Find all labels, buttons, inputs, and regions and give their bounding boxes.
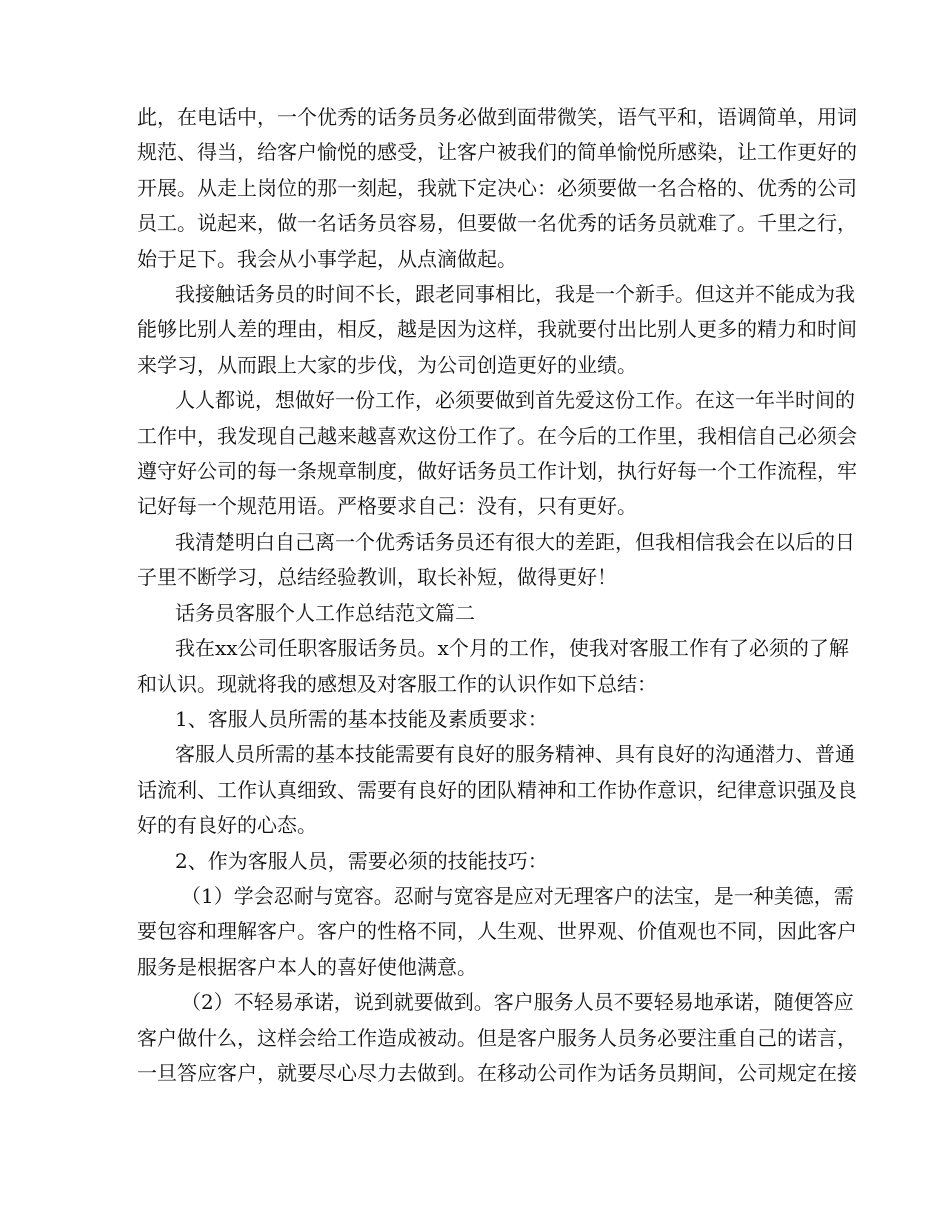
text-line: 此，在电话中，一个优秀的话务员务必做到面带微笑，语气平和，语调简单，用词	[137, 105, 857, 129]
paragraph	[137, 525, 855, 596]
text-line: 我接触话务员的时间不长，跟老同事相比，我是一个新手。但这并不能成为我	[175, 282, 855, 307]
text-line: 和认识。现就将我的感想及对客服工作的认识作如下总结：	[137, 671, 657, 696]
text-line: 子里不断学习，总结经验教训，取长补短，做得更好！	[137, 565, 617, 590]
text-line: 记好每一个规范用语。严格要求自己：没有，只有更好。	[137, 494, 637, 519]
text-line: 2、作为客服人员，需要必须的技能技巧：	[175, 848, 548, 873]
text-line: 规范、得当，给客户愉悦的感受，让客户被我们的简单愉悦所感染，让工作更好的	[137, 140, 857, 165]
text-line: 我清楚明白自己离一个优秀话务员还有很大的差距，但我相信我会在以后的日	[175, 529, 855, 554]
text-line: 客服人员所需的基本技能需要有良好的服务精神、具有良好的沟通潜力、普通	[175, 742, 855, 767]
document-body	[137, 100, 857, 1091]
paragraph	[137, 383, 857, 525]
text-line: 话流利、工作认真细致、需要有良好的团队精神和工作协作意识，纪律意识强及良	[137, 777, 857, 802]
paragraph	[137, 596, 817, 631]
text-line: 一旦答应客户，就要尽心尽力去做到。在移动公司作为话务员期间，公司规定在接	[137, 1060, 857, 1085]
text-line: 能够比别人差的理由，相反，越是因为这样，我就要付出比别人更多的精力和时间	[137, 317, 857, 342]
text-line: （2）不轻易承诺，说到就要做到。客户服务人员不要轻易地承诺，随便答应	[181, 990, 854, 1015]
paragraph	[137, 631, 849, 702]
text-line: 工作中，我发现自己越来越喜欢这份工作了。在今后的工作里，我相信自己必须会	[137, 423, 857, 448]
paragraph	[137, 844, 817, 879]
paragraph	[137, 737, 857, 843]
text-line: 要包容和理解客户。客户的性格不同，人生观、世界观、价值观也不同，因此客户	[137, 919, 857, 944]
text-line: （1）学会忍耐与宽容。忍耐与宽容是应对无理客户的法宝，是一种美德，需	[181, 883, 854, 908]
text-line: 始于足下。我会从小事学起，从点滴做起。	[137, 246, 517, 271]
text-line: 开展。从走上岗位的那一刻起，我就下定决心：必须要做一名合格的、优秀的公司	[137, 175, 857, 200]
text-line: 遵守好公司的每一条规章制度，做好话务员工作计划，执行好每一个工作流程，牢	[137, 459, 857, 484]
text-line: 话务员客服个人工作总结范文篇二	[175, 600, 475, 625]
text-line: 1、客服人员所需的基本技能及素质要求：	[175, 706, 548, 731]
text-line: 来学习，从而跟上大家的步伐，为公司创造更好的业绩。	[137, 352, 637, 377]
paragraph	[137, 879, 857, 985]
paragraph	[137, 100, 857, 277]
paragraph	[137, 985, 857, 1091]
paragraph	[137, 277, 857, 383]
text-line: 员工。说起来，做一名话务员容易，但要做一名优秀的话务员就难了。千里之行，	[137, 211, 857, 236]
text-line: 我在xx公司任职客服话务员。x个月的工作，使我对客服工作有了必须的了解	[175, 636, 849, 661]
paragraph	[137, 702, 817, 737]
text-line: 服务是根据客户本人的喜好使他满意。	[137, 954, 477, 979]
text-line: 客户做什么，这样会给工作造成被动。但是客户服务人员务必要注重自己的诺言，	[137, 1025, 857, 1050]
text-line: 好的有良好的心态。	[137, 813, 317, 838]
text-line: 人人都说，想做好一份工作，必须要做到首先爱这份工作。在这一年半时间的	[175, 388, 855, 413]
